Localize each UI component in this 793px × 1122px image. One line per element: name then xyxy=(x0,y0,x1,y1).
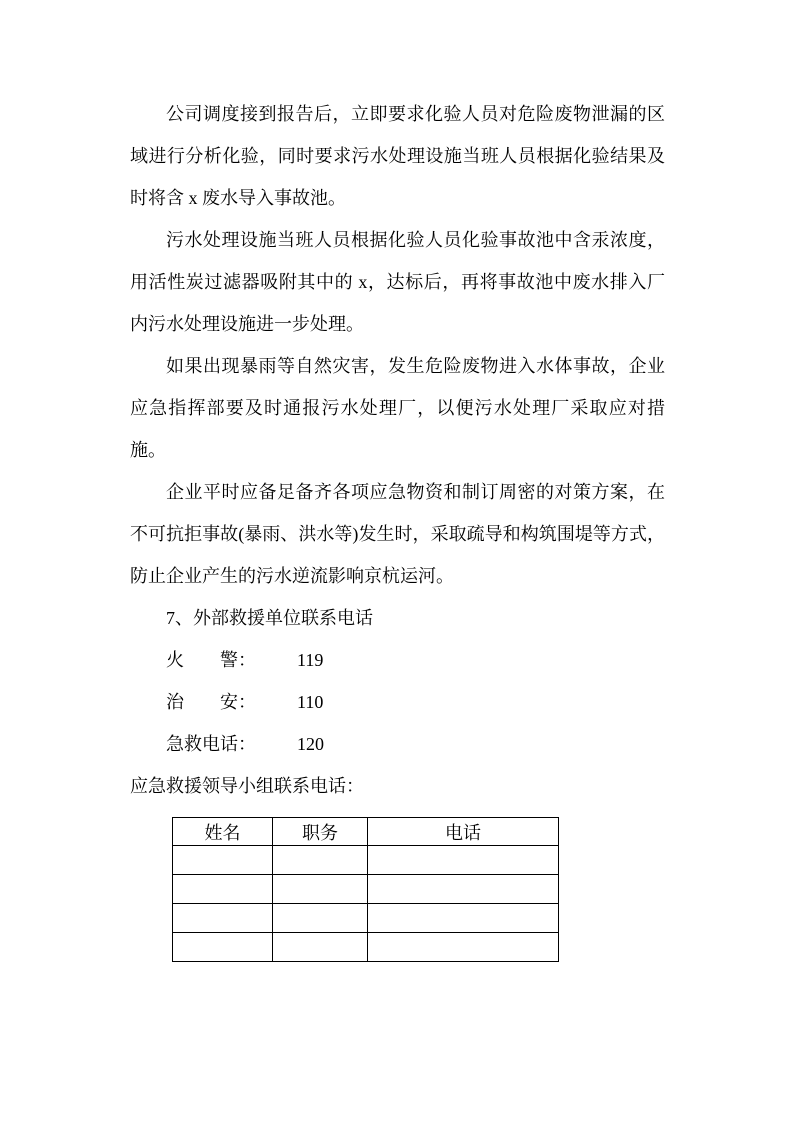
table-cell xyxy=(173,846,273,875)
paragraph-2 xyxy=(130,219,665,345)
contact-colon: ： xyxy=(238,650,256,670)
emergency-contact-fire xyxy=(130,639,665,681)
contact-label: 火警 xyxy=(166,650,238,670)
table-cell xyxy=(368,933,559,962)
table-caption: 应急救援领导小组联系电话： xyxy=(130,776,364,796)
section-heading: 7、外部救援单位联系电话 xyxy=(166,608,373,628)
table-cell xyxy=(173,933,273,962)
table-cell xyxy=(173,875,273,904)
table-cell xyxy=(173,904,273,933)
table-cell xyxy=(368,875,559,904)
table-cell xyxy=(273,904,368,933)
table-cell xyxy=(273,875,368,904)
table-cell xyxy=(273,933,368,962)
text-line: 如果出现暴雨等自然灾害，发生危险废物进入水体事故，企业 xyxy=(166,356,665,376)
text-line: 时将含 x 废水导入事故池。 xyxy=(130,188,346,208)
table-cell xyxy=(368,904,559,933)
emergency-contact-medical xyxy=(130,723,665,765)
table-header-row xyxy=(173,818,559,846)
text-line: 不可抗拒事故(暴雨、洪水等)发生时，采取疏导和构筑围堤等方式， xyxy=(130,524,665,544)
emergency-contact-police xyxy=(130,681,665,723)
text-line: 公司调度接到报告后，立即要求化验人员对危险废物泄漏的区 xyxy=(166,104,665,124)
contact-label: 急救电话 xyxy=(166,734,238,754)
contact-colon: ： xyxy=(238,734,256,754)
table-row xyxy=(173,904,559,933)
contact-table xyxy=(172,817,559,962)
table-cell xyxy=(368,846,559,875)
text-line: 污水处理设施当班人员根据化验人员化验事故池中含汞浓度， xyxy=(166,230,665,250)
text-line: 域进行分析化验，同时要求污水处理设施当班人员根据化验结果及 xyxy=(130,146,665,166)
text-line: 施。 xyxy=(130,440,166,460)
contact-colon: ： xyxy=(238,692,256,712)
table-header-name: 姓名 xyxy=(173,818,273,846)
text-line: 企业平时应备足备齐各项应急物资和制订周密的对策方案，在 xyxy=(166,482,665,502)
contact-number: 110 xyxy=(297,692,324,712)
document-body xyxy=(130,93,665,962)
contact-label: 治安 xyxy=(166,692,238,712)
table-cell xyxy=(273,846,368,875)
paragraph-4 xyxy=(130,471,665,597)
paragraph-1 xyxy=(130,93,665,219)
text-line: 防止企业产生的污水逆流影响京杭运河。 xyxy=(130,566,454,586)
contact-table-container xyxy=(172,817,665,962)
contact-number: 120 xyxy=(297,734,324,754)
text-line: 用活性炭过滤器吸附其中的 x，达标后，再将事故池中废水排入厂 xyxy=(130,272,665,292)
table-row xyxy=(173,846,559,875)
table-header-position: 职务 xyxy=(273,818,368,846)
paragraph-3 xyxy=(130,345,665,471)
text-line: 内污水处理设施进一步处理。 xyxy=(130,314,364,334)
table-row xyxy=(173,933,559,962)
table-row xyxy=(173,875,559,904)
text-line: 应急指挥部要及时通报污水处理厂，以便污水处理厂采取应对措 xyxy=(130,398,665,418)
table-header-phone: 电话 xyxy=(368,818,559,846)
contact-number: 119 xyxy=(297,650,324,670)
